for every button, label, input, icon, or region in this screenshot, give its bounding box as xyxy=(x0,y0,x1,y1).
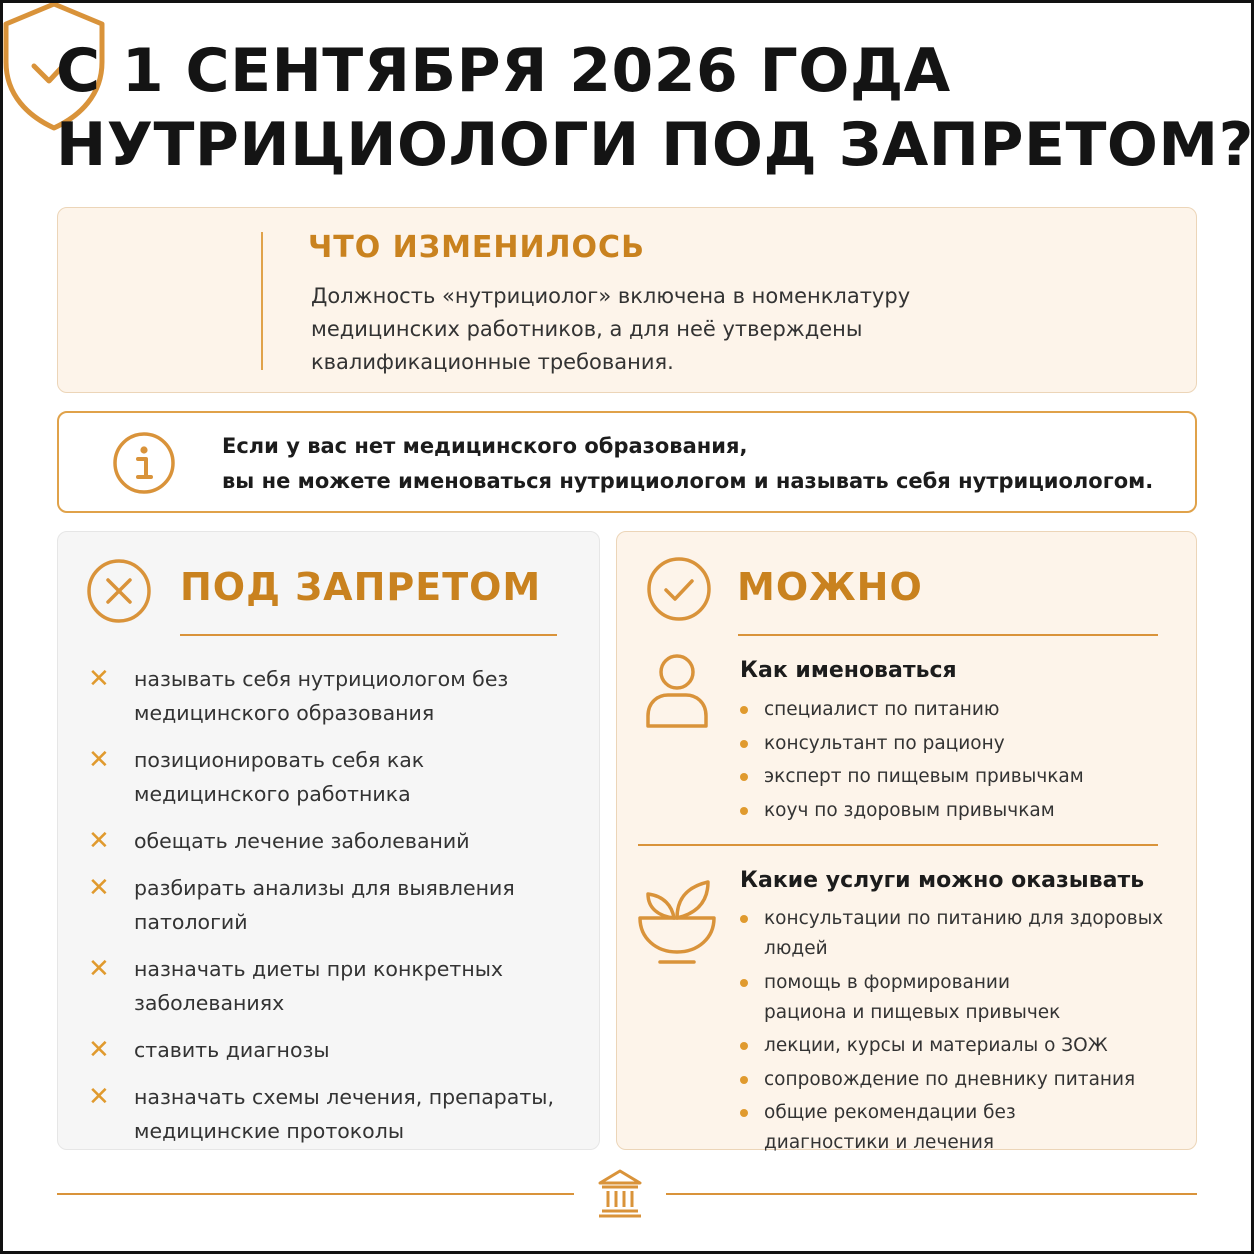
list-item: ✕ назначать диеты при конкретных заболеваниях xyxy=(88,954,504,1015)
list-item: ✕ ставить диагнозы xyxy=(88,1035,330,1065)
list-item: ✕ называть себя нутрициологом без медицинского образования xyxy=(88,664,509,725)
x-mark-icon: ✕ xyxy=(88,1082,110,1112)
services-heading: Какие услуги можно оказывать xyxy=(740,868,1145,893)
person-icon xyxy=(644,652,710,730)
list-item: консультант по рациону xyxy=(740,729,1180,759)
changed-text: Должность «нутрициолог» включена в номенклатуру медицинских работников, а для неё утверждены квалификационные требования. xyxy=(311,284,911,374)
list-item: общие рекомендации без диагностики и лечения xyxy=(740,1098,1110,1158)
bowl-leaf-icon xyxy=(636,876,718,966)
x-mark-icon: ✕ xyxy=(88,745,110,775)
allowed-heading: МОЖНО xyxy=(737,565,923,609)
allowed-divider xyxy=(638,844,1158,846)
footer-line-left xyxy=(57,1193,574,1195)
list-item: сопровождение по дневнику питания xyxy=(740,1065,1180,1095)
naming-list xyxy=(740,695,1180,829)
info-text xyxy=(222,429,1182,499)
allowed-underline xyxy=(738,634,1158,636)
services-list xyxy=(740,904,1180,1162)
naming-heading: Как именоваться xyxy=(740,658,957,683)
list-item: помощь в формировании рациона и пищевых привычек xyxy=(740,968,1070,1028)
x-mark-icon: ✕ xyxy=(88,826,110,856)
list-item: коуч по здоровым привычкам xyxy=(740,796,1180,826)
x-mark-icon: ✕ xyxy=(88,954,110,984)
list-item: консультации по питанию для здоровых людей xyxy=(740,904,1180,964)
banned-list xyxy=(88,662,578,1161)
banned-heading: ПОД ЗАПРЕТОМ xyxy=(180,565,542,609)
x-circle-icon xyxy=(86,558,152,624)
info-line-1: Если у вас нет медицинского образования, xyxy=(222,434,748,458)
list-item: лекции, курсы и материалы о ЗОЖ xyxy=(740,1031,1180,1061)
title-line-2: НУТРИЦИОЛОГИ ПОД ЗАПРЕТОМ? xyxy=(56,110,1254,180)
institution-icon xyxy=(596,1167,644,1219)
x-mark-icon: ✕ xyxy=(88,1035,110,1065)
list-item: эксперт по пищевым привычкам xyxy=(740,762,1180,792)
banned-underline xyxy=(180,634,557,636)
list-item: ✕ разбирать анализы для выявления патологий xyxy=(88,873,515,934)
list-item: ✕ назначать схемы лечения, препараты, медицинские протоколы xyxy=(88,1082,554,1143)
check-circle-icon xyxy=(646,556,712,622)
title-line-1: С 1 СЕНТЯБРЯ 2026 ГОДА xyxy=(56,36,951,106)
list-item: ✕ позиционировать себя как медицинского работника xyxy=(88,745,425,806)
list-item: ✕ обещать лечение заболеваний xyxy=(88,826,470,856)
x-mark-icon: ✕ xyxy=(88,873,110,903)
footer-line-right xyxy=(666,1193,1197,1195)
info-icon xyxy=(112,431,176,495)
list-item: специалист по питанию xyxy=(740,695,1180,725)
x-mark-icon: ✕ xyxy=(88,664,110,694)
info-line-2: вы не можете именоваться нутрициологом и называть себя нутрициологом. xyxy=(222,469,1154,493)
changed-divider xyxy=(261,232,263,370)
page-title xyxy=(56,34,1254,182)
changed-heading: ЧТО ИЗМЕНИЛОСЬ xyxy=(308,230,645,265)
